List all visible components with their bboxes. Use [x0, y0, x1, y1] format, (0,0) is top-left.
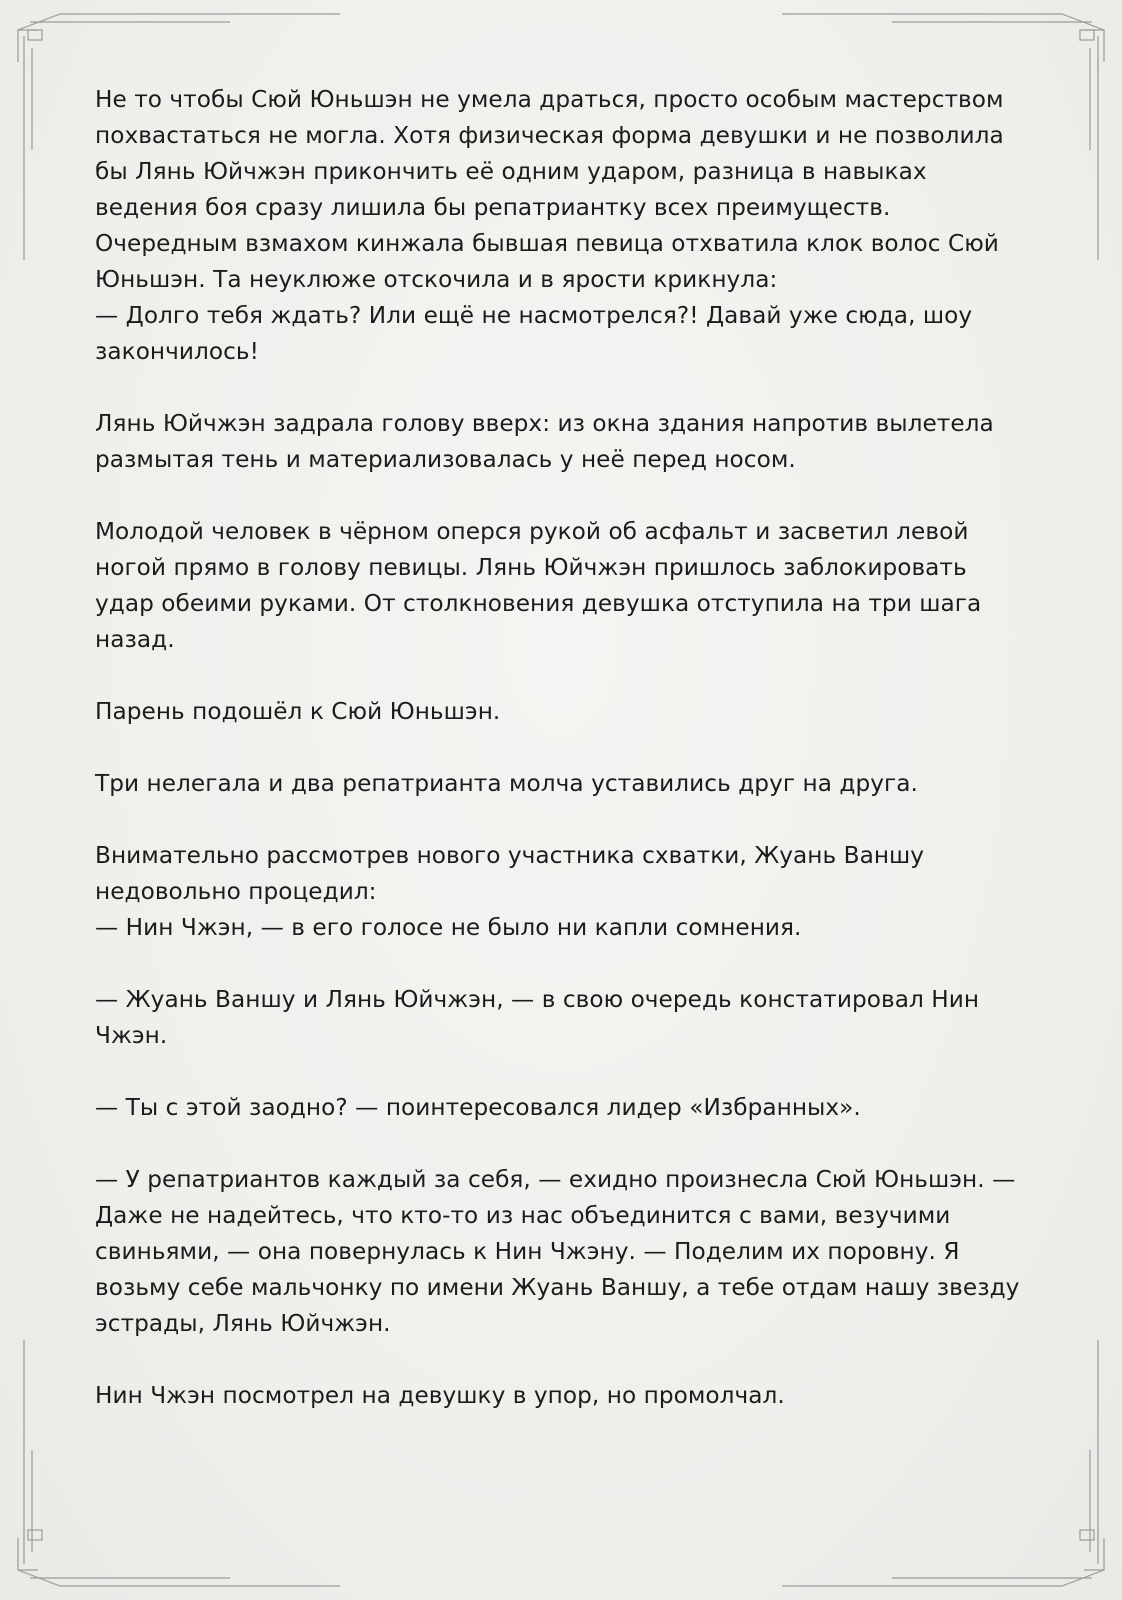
paragraph: [95, 982, 1030, 1054]
text-line: Даже не надейтесь, что кто-то из нас объединится с вами, везучими: [95, 1202, 951, 1229]
text-line: ногой прямо в голову певицы. Лянь Юйчжэн пришлось заблокировать: [95, 554, 967, 581]
text-line: — Долго тебя ждать? Или ещё не насмотрелся?! Давай уже сюда, шоу: [95, 302, 973, 329]
text-line: Очередным взмахом кинжала бывшая певица отхватила клок волос Сюй: [95, 230, 999, 257]
text-line: — Нин Чжэн, — в его голосе не было ни капли сомнения.: [95, 914, 802, 941]
paragraph: [95, 838, 1030, 946]
paragraph: [95, 1162, 1030, 1342]
text-line: Не то чтобы Сюй Юньшэн не умела драться, просто особым мастерством: [95, 86, 1004, 113]
text-line: — Жуань Ваншу и Лянь Юйчжэн, — в свою очередь констатировал Нин: [95, 986, 980, 1013]
text-line: удар обеими руками. От столкновения девушка отступила на три шага: [95, 590, 982, 617]
text-line: Внимательно рассмотрев нового участника схватки, Жуань Ваншу: [95, 842, 925, 869]
text-line: Нин Чжэн посмотрел на девушку в упор, но промолчал.: [95, 1382, 785, 1409]
text-line: свиньями, — она повернулась к Нин Чжэну. — Поделим их поровну. Я: [95, 1238, 960, 1265]
text-line: назад.: [95, 626, 175, 653]
text-line: бы Лянь Юйчжэн прикончить её одним ударом, разница в навыках: [95, 158, 927, 185]
paragraph: [95, 1378, 1030, 1414]
paragraph: [95, 82, 1030, 370]
text-line: Лянь Юйчжэн задрала голову вверх: из окна здания напротив вылетела: [95, 410, 994, 437]
text-line: недовольно процедил:: [95, 878, 377, 905]
text-line: Юньшэн. Та неуклюже отскочила и в ярости крикнула:: [95, 266, 778, 293]
text-line: Молодой человек в чёрном оперся рукой об асфальт и засветил левой: [95, 518, 969, 545]
paragraph: [95, 406, 1030, 478]
paragraph: [95, 514, 1030, 658]
document-body: [95, 82, 1030, 1450]
paragraph: [95, 694, 1030, 730]
text-line: размытая тень и материализовалась у неё перед носом.: [95, 446, 796, 473]
text-line: закончилось!: [95, 338, 259, 365]
text-line: ведения боя сразу лишила бы репатриантку всех преимуществ.: [95, 194, 891, 221]
text-line: Парень подошёл к Сюй Юньшэн.: [95, 698, 501, 725]
text-line: Три нелегала и два репатрианта молча уставились друг на друга.: [95, 770, 918, 797]
text-line: похвастаться не могла. Хотя физическая форма девушки и не позволила: [95, 122, 1004, 149]
text-line: — У репатриантов каждый за себя, — ехидно произнесла Сюй Юньшэн. —: [95, 1166, 1016, 1193]
paragraph: [95, 1090, 1030, 1126]
text-line: эстрады, Лянь Юйчжэн.: [95, 1310, 391, 1337]
paragraph: [95, 766, 1030, 802]
text-line: возьму себе мальчонку по имени Жуань Ваншу, а тебе отдам нашу звезду: [95, 1274, 1020, 1301]
text-line: — Ты с этой заодно? — поинтересовался лидер «Избранных».: [95, 1094, 861, 1121]
text-line: Чжэн.: [95, 1022, 168, 1049]
